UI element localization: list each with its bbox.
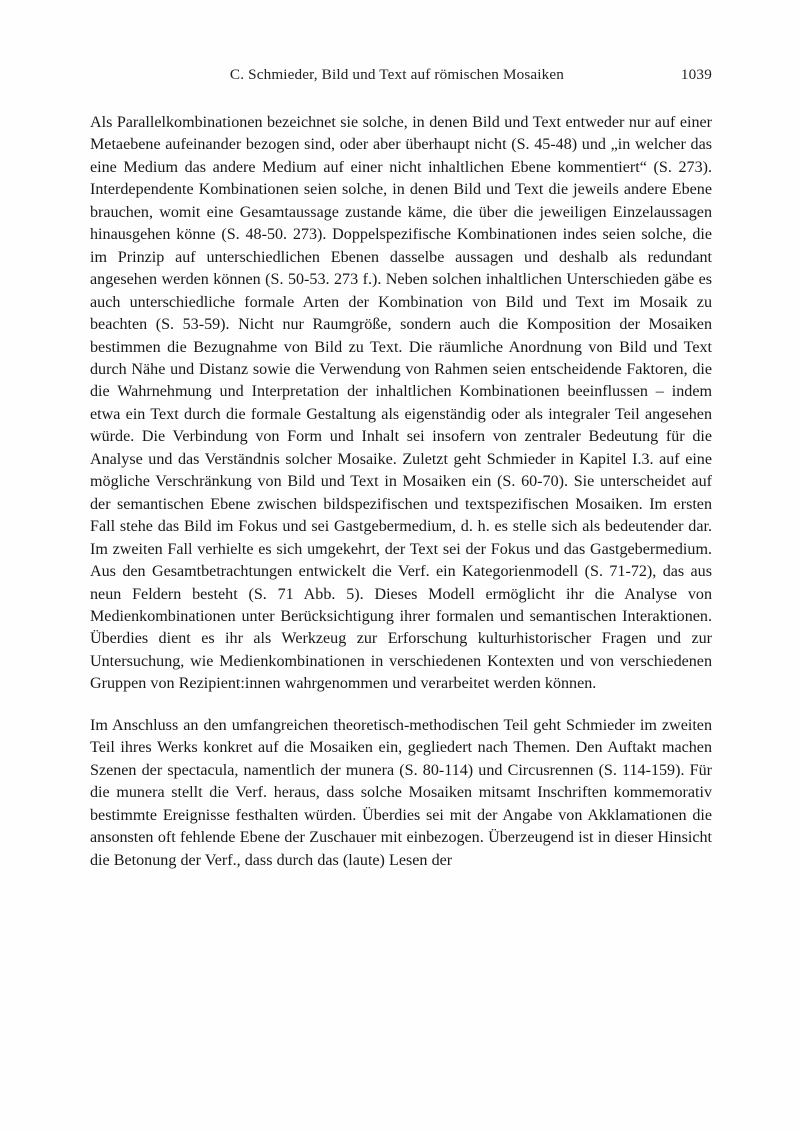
body-paragraph: Im Anschluss an den umfangreichen theoretisch-methodischen Teil geht Schmieder im zweiten Teil ihres Werks konkret auf die Mosaiken ein, gegliedert nach Themen. Den Auftakt machen Szenen der spectacula, namentlich der munera (S. 80-114) und Circusrennen (S. 114-159). Für die munera stellt die Verf. heraus, dass solche Mosaiken mitsamt Inschriften kommemorativ bestimmte Ereignisse festhalten würden. Überdies sei mit der Angabe von Akklamationen die ansonsten oft fehlende Ebene der Zuschauer mit einbezogen. Überzeugend ist in dieser Hinsicht die Betonung der Verf., dass durch das (laute) Lesen der <box>90 716 712 869</box>
running-head <box>90 66 712 88</box>
text-block <box>90 112 712 872</box>
body-paragraph: Als Parallelkombinationen bezeichnet sie solche, in denen Bild und Text entweder nur auf einer Metaebene aufeinander bezogen sind, oder aber überhaupt nicht (S. 45-48) und „in welcher das eine Medium das andere Medium auf einer nicht inhaltlichen Ebene kommentiert“ (S. 273). Interdependente Kombinationen seien solche, in denen Bild und Text die jeweils andere Ebene brauchen, womit eine Gesamtaussage zustande käme, die über die jeweiligen Einzelaussagen hinausgehen könne (S. 48-50. 273). Doppelspezifische Kombinationen indes seien solche, die im Prinzip auf unterschiedlichen Ebenen dasselbe aussagen und deshalb als redundant angesehen werden können (S. 50-53. 273 f.). Neben solchen inhaltlichen Unterschieden gäbe es auch unterschiedliche formale Arten der Kombination von Bild und Text im Mosaik zu beachten (S. 53-59). Nicht nur Raumgröße, sondern auch die Komposition der Mosaiken bestimmen die Bezugnahme von Bild zu Text. Die räumliche Anordnung von Bild und Text durch Nähe und Distanz sowie die Verwendung von Rahmen seien entscheidende Faktoren, die die Wahrnehmung und Interpretation der inhaltlichen Kombinationen beeinflussen – indem etwa ein Text durch die formale Gestaltung als eigenständig oder als integraler Teil angesehen würde. Die Verbindung von Form und Inhalt sei insofern von zentraler Bedeutung für die Analyse und das Verständnis solcher Mosaike. Zuletzt geht Schmieder in Kapitel I.3. auf eine mögliche Verschränkung von Bild und Text in Mosaiken ein (S. 60-70). Sie unterscheidet auf der semantischen Ebene zwischen bildspezifischen und textspezifischen Mosaiken. Im ersten Fall stehe das Bild im Fokus und sei Gastgebermedium, d. h. es stelle sich als bedeutender dar. Im zweiten Fall verhielte es sich umgekehrt, der Text sei der Fokus und das Gastgebermedium. Aus den Gesamtbetrachtungen entwickelt die Verf. ein Kategorienmodell (S. 71-72), das aus neun Feldern besteht (S. 71 Abb. 5). Dieses Modell ermöglicht ihr die Analyse von Medienkombinationen unter Berücksichtigung ihrer formalen und semantischen Interaktionen. Überdies dient es ihr als Werkzeug zur Erforschung kulturhistorischer Fragen und zur Untersuchung, wie Medienkombinationen in verschiedenen Kontexten und von verschiedenen Gruppen von Rezipient:innen wahrgenommen und verarbeitet werden können. <box>90 114 712 693</box>
page-number: 1039 <box>680 66 712 83</box>
running-head-title: C. Schmieder, Bild und Text auf römischen Mosaiken <box>229 66 565 83</box>
